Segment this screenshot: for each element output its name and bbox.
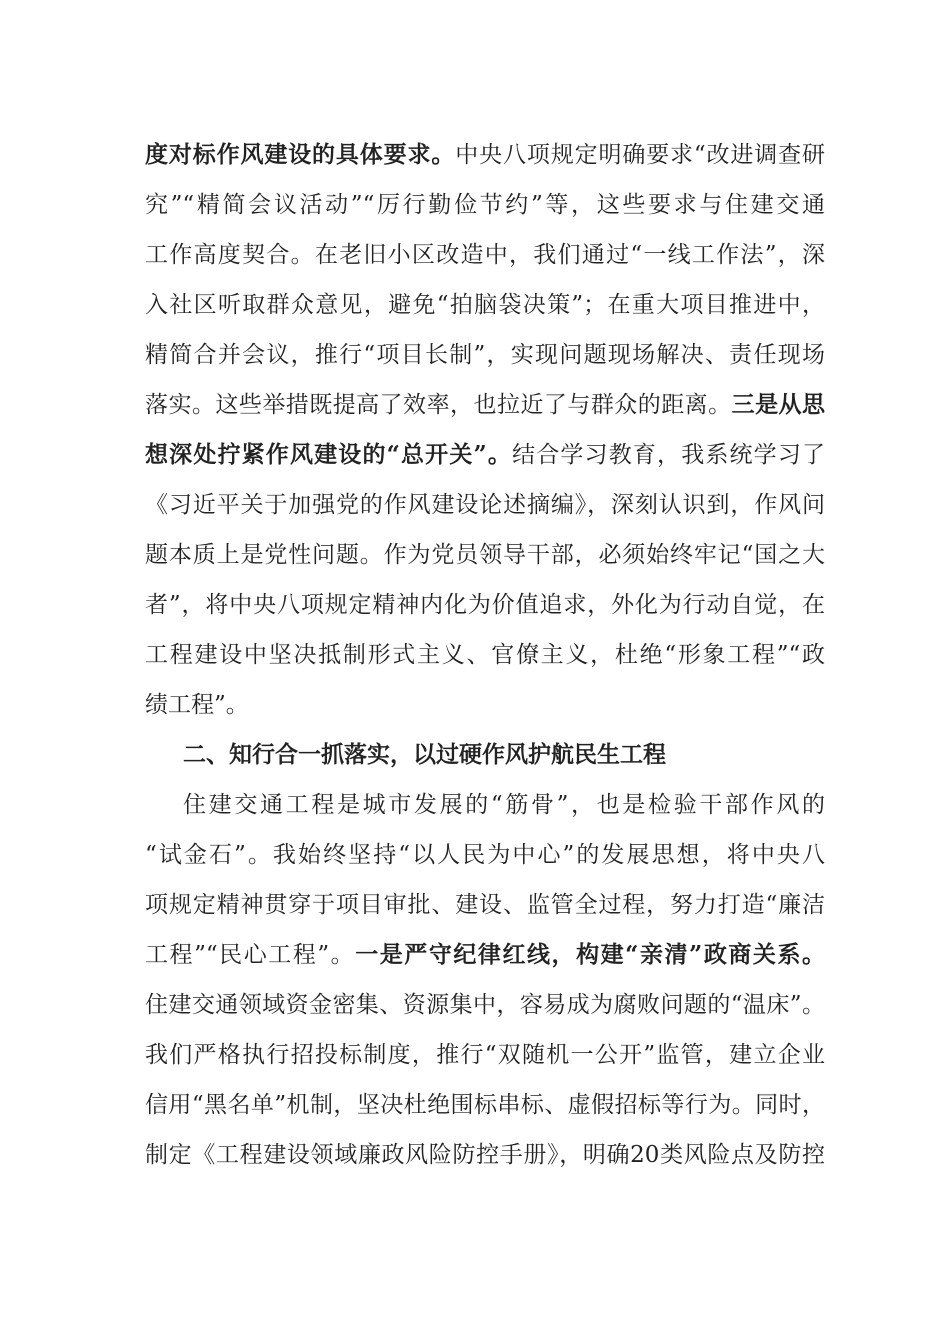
text-segment: 题本质上是党性问题。作为党员领导干部，必须始终牢记“国之大 xyxy=(145,542,825,568)
text-segment: 绩工程”。 xyxy=(145,692,249,718)
section-heading xyxy=(145,730,825,780)
text-segment: 结合学习教育，我系统学习了 xyxy=(512,442,826,468)
text-segment: 工程建设中坚决抵制形式主义、官僚主义，杜绝“形象工程”“政 xyxy=(145,642,825,668)
text-line xyxy=(145,780,825,830)
text-segment: 制定《工程建设领域廉政风险防控手册》，明确20类风险点及防控 xyxy=(145,1142,825,1168)
bold-text-segment: 三是从思 xyxy=(731,391,826,418)
text-segment: “试金石”。我始终坚持“以人民为中心”的发展思想，将中央八 xyxy=(145,842,825,868)
text-segment: 住建交通工程是城市发展的“筋骨”，也是检验干部作风的 xyxy=(183,792,825,818)
document-body xyxy=(145,130,825,1180)
text-segment: 《习近平关于加强党的作风建设论述摘编》，深刻认识到，作风问 xyxy=(145,492,825,518)
text-line xyxy=(145,630,825,680)
text-segment: 者”，将中央八项规定精神内化为价值追求，外化为行动自觉，在 xyxy=(145,592,825,618)
text-segment: 住建交通领域资金密集、资源集中，容易成为腐败问题的“温床”。 xyxy=(145,992,825,1018)
text-segment: 究”“精简会议活动”“厉行勤俭节约”等，这些要求与住建交通 xyxy=(145,192,825,218)
text-line xyxy=(145,130,825,180)
bold-text-segment: 一是严守纪律红线，构建“亲清”政商关系。 xyxy=(355,941,825,968)
text-segment: 工程”“民心工程”。 xyxy=(145,942,356,968)
text-line xyxy=(145,1080,825,1130)
text-line xyxy=(145,530,825,580)
text-segment: 工作高度契合。在老旧小区改造中，我们通过“一线工作法”，深 xyxy=(145,242,825,268)
text-line xyxy=(145,380,825,430)
text-line xyxy=(145,430,825,480)
text-line xyxy=(145,980,825,1030)
text-line xyxy=(145,1030,825,1080)
text-segment: 中央八项规定明确要求“改进调查研 xyxy=(455,142,826,168)
text-line xyxy=(145,680,825,730)
text-line xyxy=(145,580,825,630)
text-segment: 入社区听取群众意见，避免“拍脑袋决策”；在重大项目推进中， xyxy=(145,292,825,318)
bold-text-segment: 想深处拧紧作风建设的“总开关”。 xyxy=(145,441,513,468)
text-segment: 信用“黑名单”机制，坚决杜绝围标串标、虚假招标等行为。同时， xyxy=(145,1092,825,1118)
text-line xyxy=(145,480,825,530)
text-segment: 精简合并会议，推行“项目长制”，实现问题现场解决、责任现场 xyxy=(145,342,825,368)
text-line xyxy=(145,280,825,330)
text-line xyxy=(145,180,825,230)
text-line xyxy=(145,1130,825,1180)
text-line xyxy=(145,830,825,880)
text-line xyxy=(145,230,825,280)
text-line xyxy=(145,330,825,380)
text-segment: 项规定精神贯穿于项目审批、建设、监管全过程，努力打造“廉洁 xyxy=(145,892,825,918)
text-line xyxy=(145,930,825,980)
text-segment: 落实。这些举措既提高了效率，也拉近了与群众的距离。 xyxy=(145,392,732,418)
bold-text-segment: 二、知行合一抓落实，以过硬作风护航民生工程 xyxy=(183,741,666,768)
text-segment: 我们严格执行招投标制度，推行“双随机一公开”监管，建立企业 xyxy=(145,1042,825,1068)
bold-text-segment: 度对标作风建设的具体要求。 xyxy=(145,141,456,168)
text-line xyxy=(145,880,825,930)
